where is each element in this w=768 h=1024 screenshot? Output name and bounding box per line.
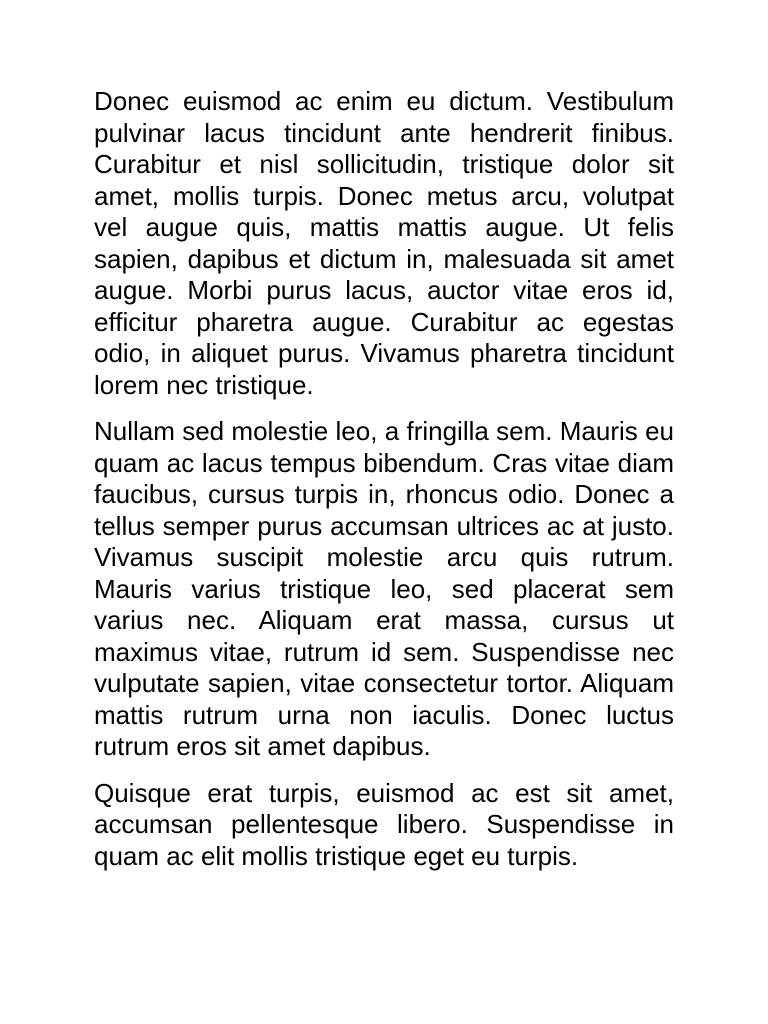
paragraph-3: Quisque erat turpis, euismod ac est sit amet, accumsan pellentesque libero. Suspendisse in quam ac elit mollis tristique eget eu turpis. [94, 777, 674, 871]
paragraph-2: Nullam sed molestie leo, a fringilla sem. Mauris eu quam ac lacus tempus bibendum. Cras vitae diam faucibus, cursus turpis in, rhoncus odio. Donec a tellus semper purus accumsan ultrices ac at justo. Vivamus suscipit molestie arcu quis rutrum. Mauris varius tristique leo, sed placerat sem varius nec. Aliquam erat massa, cursus ut maximus vitae, rutrum id sem. Suspendisse nec vulputate sapien, vitae consectetur tortor. Aliquam mattis rutrum urna non iaculis. Donec luctus rutrum eros sit amet dapibus. [94, 416, 674, 761]
document-body [94, 86, 674, 887]
paragraph-1: Donec euismod ac enim eu dictum. Vestibulum pulvinar lacus tincidunt ante hendrerit finibus. Curabitur et nisl sollicitudin, tristique dolor sit amet, mollis turpis. Donec metus arcu, volutpat vel augue quis, mattis mattis augue. Ut felis sapien, dapibus et dictum in, malesuada sit amet augue. Morbi purus lacus, auctor vitae eros id, efficitur pharetra augue. Curabitur ac egestas odio, in aliquet purus. Vivamus pharetra tincidunt lorem nec tristique. [94, 86, 674, 400]
